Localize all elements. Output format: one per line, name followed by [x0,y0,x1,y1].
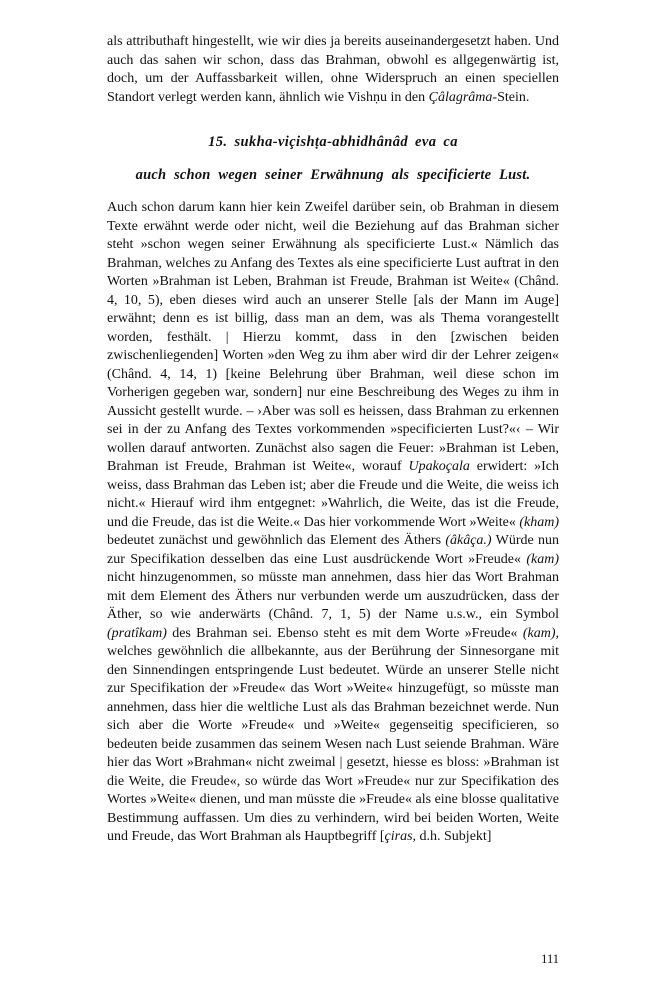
text-column [107,33,559,847]
top-paragraph: als attributhaft hingestellt, wie wir dies ja bereits auseinandergesetzt haben. Und auch das sahen wir schon, dass das Brahman, obwohl es allgegenwärtig ist, doch, um der Auffassbarkeit willen, ohne Widerspruch an einen speciellen Standort verlegt werden kann, ähnlich wie Vishṇu in den Çâlagrâma-Stein. [107,34,559,105]
body-paragraph: Auch schon darum kann hier kein Zweifel darüber sein, ob Brahman in diesem Texte erwähnt werde oder nicht, weil die Beziehung auf das Brahman sicher steht »schon wegen seiner Erwähnung als specificierte Lust.« Nämlich das Brahman, welches zu Anfang des Textes als eine specificierte Lust auftrat in den Worten »Brahman ist Leben, Brahman ist Freude, Brahman ist Weite« (Chând. 4, 10, 5), eben dieses wird auch an unserer Stelle [als der Mann im Auge] erwähnt; denn es ist billig, dass man an dem, was als Thema vorangestellt worden, festhält. | Hierzu kommt, dass in den [zwischen beiden zwischenliegenden] Worten »den Weg zu ihm aber wird dir der Lehrer zeigen« (Chând. 4, 14, 1) [keine Belehrung über Brahman, weil diese schon im Vorherigen gegeben war, sondern] nur eine Beschreibung des Weges zu ihm in Aussicht gestellt wurde. – ›Aber was soll es heissen, dass Brahman zu erkennen sei in der zu Anfang des Textes vorkommenden »specificierten Lust?«‹ – Wir wollen darauf antworten. Zunächst also sagen die Feuer: »Brahman ist Leben, Brahman ist Freude, Brahman ist Weite«, worauf Upakoçala erwidert: »Ich weiss, dass Brahman das Leben ist; aber die Freude und die Weite, die weiss ich nicht.« Hierauf wird ihm entgegnet: »Wahrlich, die Weite, das ist die Freude, und die Freude, das ist die Weite.« Das hier vorkommende Wort »Weite« (kham) bedeutet zunächst und gewöhnlich das Element des Äthers (âkâça.) Würde nun zur Specifikation desselben das eine Lust ausdrückende Wort »Freude« (kam) nicht hinzugenommen, so müsste man annehmen, dass hier das Wort Brahman mit dem Element des Äthers nur verbunden werde um auszudrücken, dass der Äther, so wie anderwärts (Chând. 7, 1, 5) der Name u.s.w., ein Symbol (pratîkam) des Brahman sei. Ebenso steht es mit dem Worte »Freude« (kam), welches gewöhnlich die allbekannte, aus der Berührung der Sinnesorgane mit den Sinnendingen entspringende Lust bedeutet. Würde an unserer Stelle nicht zur Specifikation der »Freude« das Wort »Weite« hinzugefügt, so müsste man annehmen, dass hier die weltliche Lust als das Brahman bezeichnet werde. Nun sich aber die Worte »Freude« und »Weite« gegenseitig specificieren, so bedeuten beide zusammen das seinem Wesen nach Lust seiende Brahman. Wäre hier das Wort »Brahman« nicht zweimal | gesetzt, hiesse es bloss: »Brahman ist die Weite, die Freude«, so würde das Wort »Freude« nur zur Specifikation des Wortes »Weite« dienen, und man müsste die »Freude« als eine blosse qualitative Bestimmung auffassen. Um dies zu verhindern, wird bei beiden Worten, Weite und Freude, das Wort Brahman als Hauptbegriff [çiras, d.h. Subjekt] [107,200,560,844]
sutra-translation-heading: auch schon wegen seiner Erwähnung als specificierte Lust. [135,167,531,183]
sutra-heading: 15. sukha-viçishṭa-abhidhânâd eva ca [208,134,458,150]
page-number: 111 [541,952,559,966]
